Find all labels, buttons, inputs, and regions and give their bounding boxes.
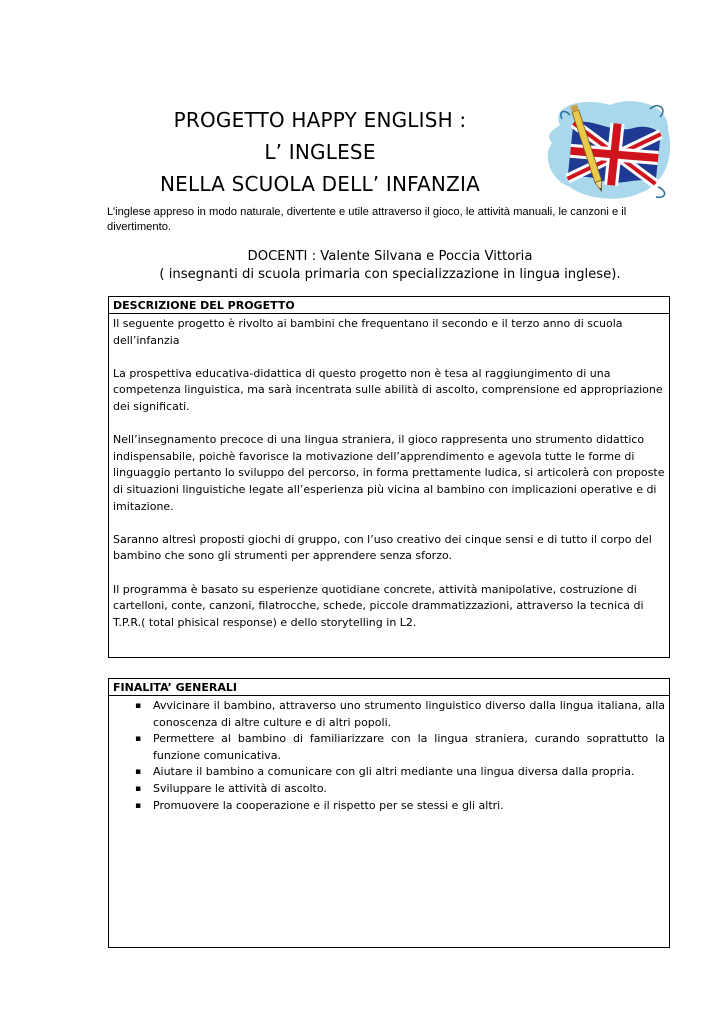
descrizione-paragraph: Il programma è basato su esperienze quotidiane concrete, attività manipolative, costruzione di cartelloni, conte, canzoni, filatrocche, schede, piccole drammatizzazioni, attraverso la tecnica di T.P.R.( total phisical response) e dello storytelling in L2. xyxy=(113,582,644,629)
document-title xyxy=(100,104,540,200)
list-item xyxy=(113,798,665,815)
list-item xyxy=(113,764,665,781)
finalita-box xyxy=(108,678,670,948)
descrizione-paragraph: La prospettiva educativa-didattica di questo progetto non è tesa al raggiungimento di una competenza linguistica, ma sarà incentrata sulle abilità di ascolto, comprensione ed appropriazione dei significati. xyxy=(113,366,663,413)
british-flag-with-pencil-icon xyxy=(540,95,675,205)
descrizione-heading: DESCRIZIONE DEL PROGETTO xyxy=(109,297,669,314)
list-item xyxy=(113,781,665,798)
square-bullet-icon: ▪ xyxy=(135,783,142,794)
list-item-text: Avvicinare il bambino, attraverso uno strumento linguistico diverso dalla lingua italiana, alla conoscenza di altre culture e di altri popoli. xyxy=(153,699,665,729)
list-item-text: Aiutare il bambino a comunicare con gli altri mediante una lingua diversa dalla propria. xyxy=(153,765,635,779)
finalita-heading: FINALITA’ GENERALI xyxy=(109,679,669,696)
descrizione-body xyxy=(109,314,669,631)
list-item xyxy=(113,698,665,731)
title-line-2: L’ INGLESE xyxy=(264,140,376,164)
title-line-1: PROGETTO HAPPY ENGLISH : xyxy=(173,108,467,132)
list-item-text: Permettere al bambino di familiarizzare con la lingua straniera, curando soprattutto la funzione comunicativa. xyxy=(153,732,665,762)
descrizione-paragraph: Saranno altresì proposti giochi di gruppo, con l’uso creativo dei cinque sensi e di tutto il corpo del bambino che sono gli strumenti per apprendere senza sforzo. xyxy=(113,532,652,563)
square-bullet-icon: ▪ xyxy=(135,734,142,745)
docenti-block xyxy=(108,248,672,284)
docenti-note: ( insegnanti di scuola primaria con specializzazione in lingua inglese). xyxy=(159,267,621,282)
list-item xyxy=(113,731,665,764)
list-item-text: Sviluppare le attività di ascolto. xyxy=(153,781,327,795)
square-bullet-icon: ▪ xyxy=(135,767,142,778)
finalita-list xyxy=(113,698,665,814)
list-item-text: Promuovere la cooperazione e il rispetto per se stessi e gli altri. xyxy=(153,798,504,812)
square-bullet-icon: ▪ xyxy=(135,701,142,711)
descrizione-box xyxy=(108,296,670,658)
title-line-3: NELLA SCUOLA DELL’ INFANZIA xyxy=(160,172,480,196)
square-bullet-icon: ▪ xyxy=(135,800,142,811)
docenti-names: DOCENTI : Valente Silvana e Poccia Vittoria xyxy=(247,249,533,264)
intro-text: L’inglese appreso in modo naturale, divertente e utile attraverso il gioco, le attività manuali, le canzoni e il divertimento. xyxy=(107,206,627,233)
descrizione-paragraph: Nell’insegnamento precoce di una lingua straniera, il gioco rappresenta uno strumento didattico indispensabile, poichè favorisce la motivazione dell’apprendimento e agevola tutte le forme di linguaggio pertanto lo sviluppo del percorso, in forma prettamente ludica, si articolerà con proposte di situazioni linguistiche legate all’esperienza più vicina al bambino con implicazioni operative e di imitazione. xyxy=(113,433,665,513)
descrizione-paragraph: Il seguente progetto è rivolto ai bambini che frequentano il secondo e il terzo anno di scuola dell’infanzia xyxy=(113,317,623,347)
finalita-body xyxy=(109,696,669,814)
